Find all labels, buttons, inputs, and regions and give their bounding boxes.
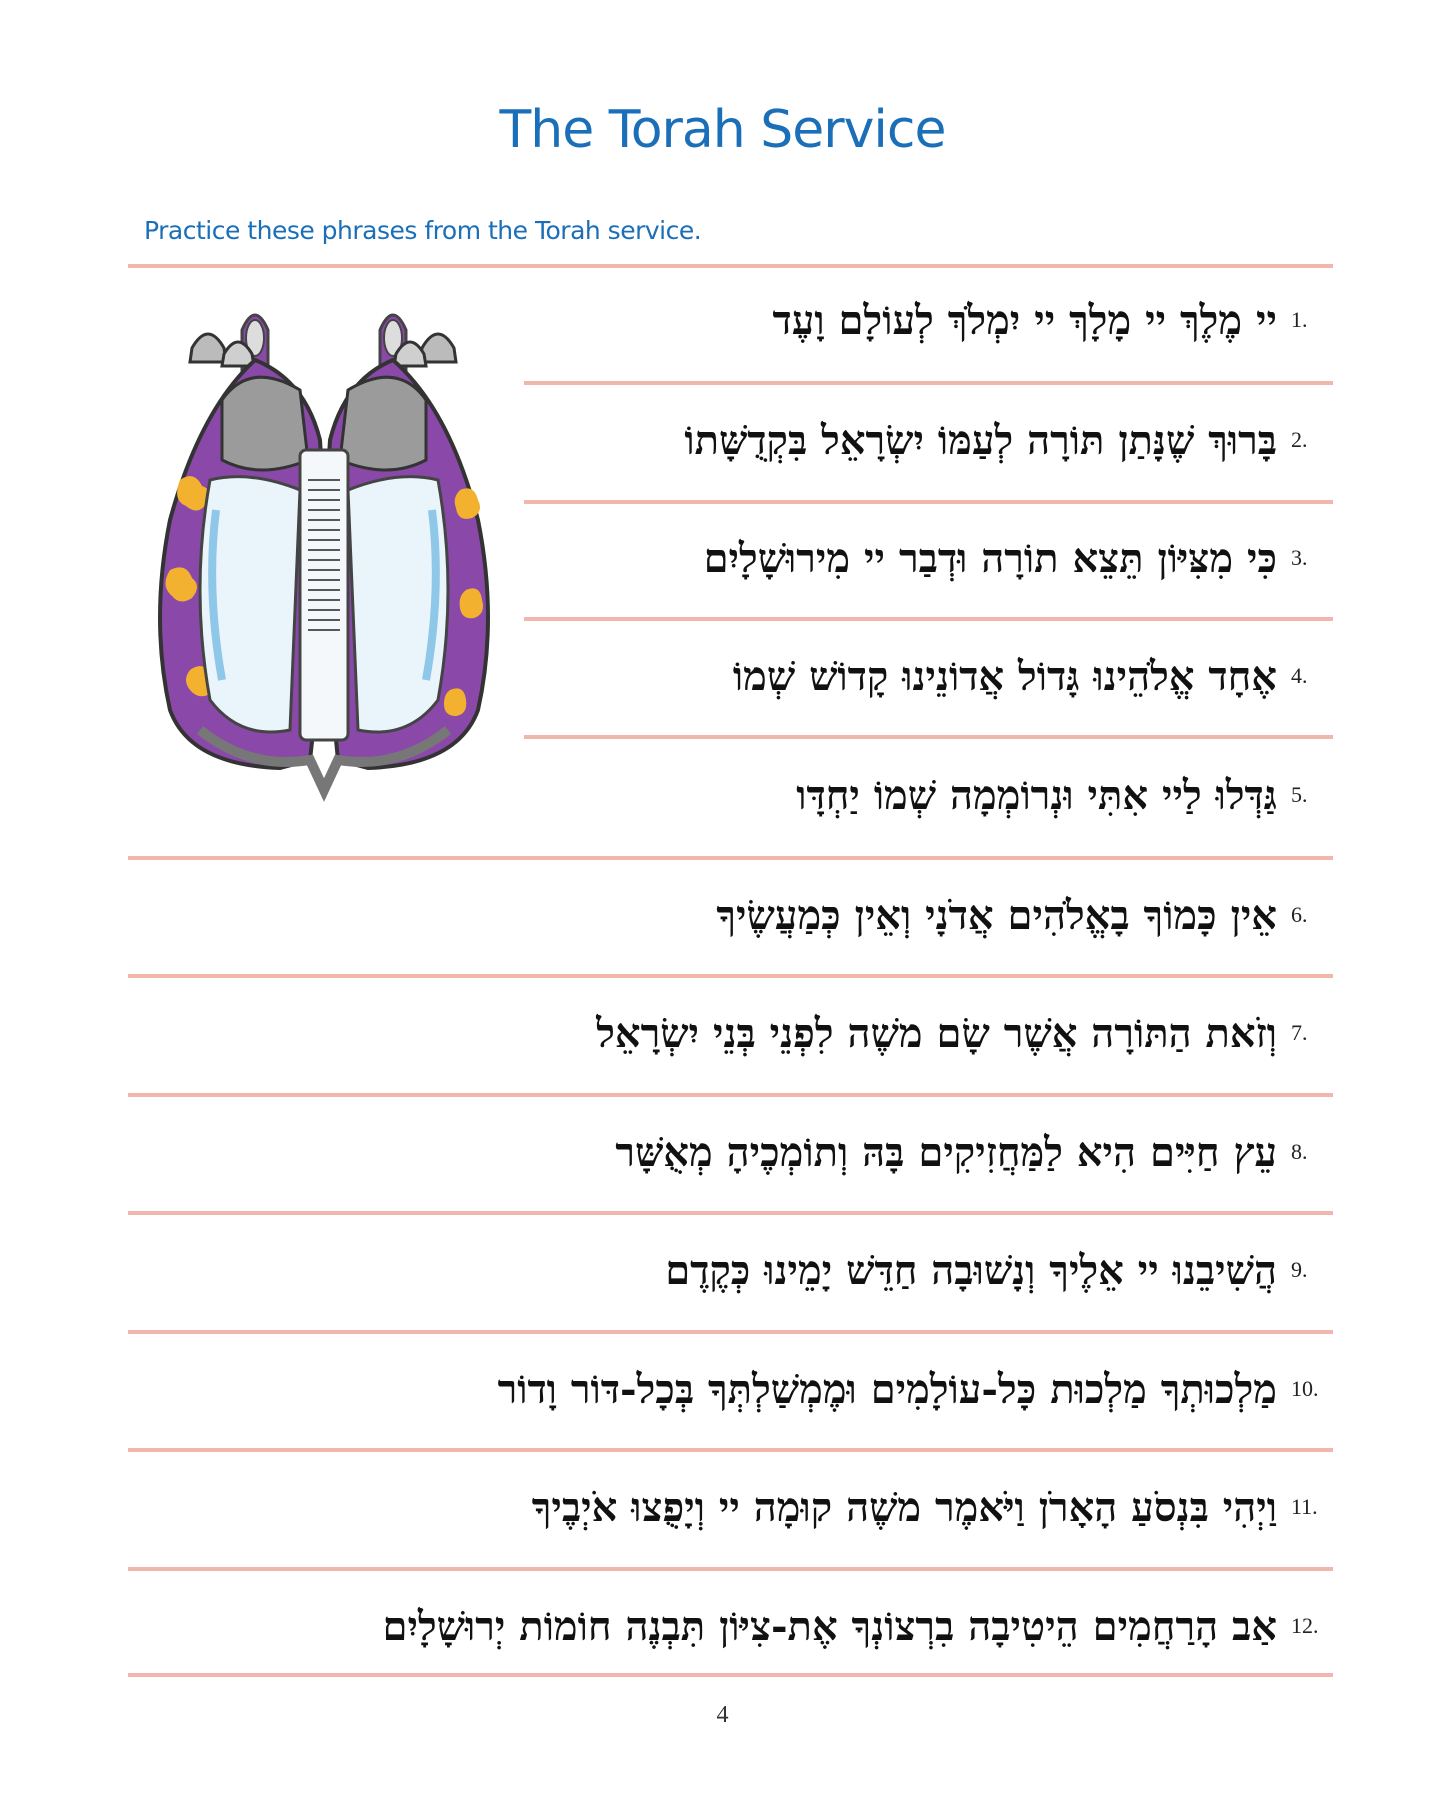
rule [524,381,1333,385]
phrase-number: 2. [1291,427,1308,452]
phrase-line-9 [665,1240,1333,1300]
phrase-number: 8. [1291,1139,1308,1164]
instructions: Practice these phrases from the Torah service. [144,216,702,245]
phrase-text: אֵין כָּמוֹךָ בָאֱלֹהִים אֲדֹנָי וְאֵין כְּמַעֲשֶׂיךָ [716,891,1277,939]
phrase-text: כִּי מִצִּיּוֹן תֵּצֵא תוֹרָה וּדְבַר יי מִירוּשָׁלָיִם [703,534,1277,582]
phrase-number: 11. [1291,1494,1318,1519]
phrase-number: 12. [1291,1613,1319,1638]
phrase-text: וַיְהִי בִּנְסֹעַ הָאָרֹן וַיֹּאמֶר משֶׁה קוּמָה יי וְיָפֻצוּ אֹיְבֶיךָ [531,1483,1277,1531]
phrase-line-6 [716,885,1333,945]
phrase-text: גַּדְּלוּ לַיי אִתִּי וּנְרוֹמְמָה שְׁמוֹ יַחְדָּו [796,771,1277,819]
phrase-line-10 [498,1359,1333,1419]
phrase-number: 1. [1291,307,1308,332]
rule [524,500,1333,504]
phrase-text: וְזֹאת הַתּוֹרָה אֲשֶׁר שָׂם משֶׁה לִפְנֵי בְּנֵי יִשְׂרָאֵל [596,1009,1277,1057]
phrase-line-3 [704,528,1333,588]
phrase-number: 5. [1291,782,1308,807]
rule [128,1673,1333,1677]
phrase-text: אַב הָרַחֲמִים הֵיטִיבָה בִרְצוֹנְךָ אֶת-צִיּוֹן תִּבְנֶה חוֹמוֹת יְרוּשָׁלָיִם [382,1602,1277,1650]
phrase-text: הֲשִׁיבֵנוּ יי אֵלֶיךָ וְנָשׁוּבָה חַדֵּשׁ יָמֵינוּ כְּקֶדֶם [665,1246,1277,1294]
torah-scroll-icon [130,290,530,810]
torah-scroll-illustration [130,290,530,810]
phrase-number: 10. [1291,1376,1319,1401]
rule [524,735,1333,739]
phrase-line-5 [796,765,1333,825]
phrase-text: עֵץ חַיִּים הִיא לַמַּחֲזִיקִים בָּהּ וְתוֹמְכֶיהָ מְאֻשָּׁר [615,1128,1277,1176]
rule [524,617,1333,621]
rule [128,856,1333,860]
phrase-number: 9. [1291,1257,1308,1282]
phrase-line-4 [733,646,1333,706]
page-number: 4 [716,1702,729,1728]
rule [128,264,1333,268]
rule [128,1567,1333,1571]
rule [128,1093,1333,1097]
phrase-text: אֶחָד אֱלֹהֵינוּ גָּדוֹל אֲדוֹנֵינוּ קָדוֹשׁ שְׁמוֹ [732,652,1277,700]
rule [128,1330,1333,1334]
rule [128,974,1333,978]
phrase-number: 4. [1291,663,1308,688]
phrase-line-12 [383,1596,1333,1656]
phrase-line-11 [532,1477,1333,1537]
phrase-text: בָּרוּךְ שֶׁנָּתַן תּוֹרָה לְעַמּוֹ יִשְׂרָאֵל בִּקְדֻשָּׁתוֹ [684,416,1277,464]
phrase-number: 6. [1291,902,1308,927]
phrase-text: מַלְכוּתְךָ מַלְכוּת כָּל-עוֹלָמִים וּמֶמְשַׁלְתְּךָ בְּכָל-דּוֹר וָדוֹר [497,1365,1277,1413]
phrase-line-1 [773,290,1333,350]
phrase-number: 7. [1291,1020,1308,1045]
rule [128,1448,1333,1452]
phrase-line-7 [596,1003,1333,1063]
phrase-number: 3. [1291,545,1308,570]
phrase-line-8 [615,1122,1333,1182]
phrase-text: יי מֶלֶךְ יי מָלָךְ יי יִמְלֹךְ לְעוֹלָם וָעֶד [772,296,1277,344]
page-title: The Torah Service [499,100,946,160]
rule [128,1211,1333,1215]
phrase-line-2 [684,410,1333,470]
